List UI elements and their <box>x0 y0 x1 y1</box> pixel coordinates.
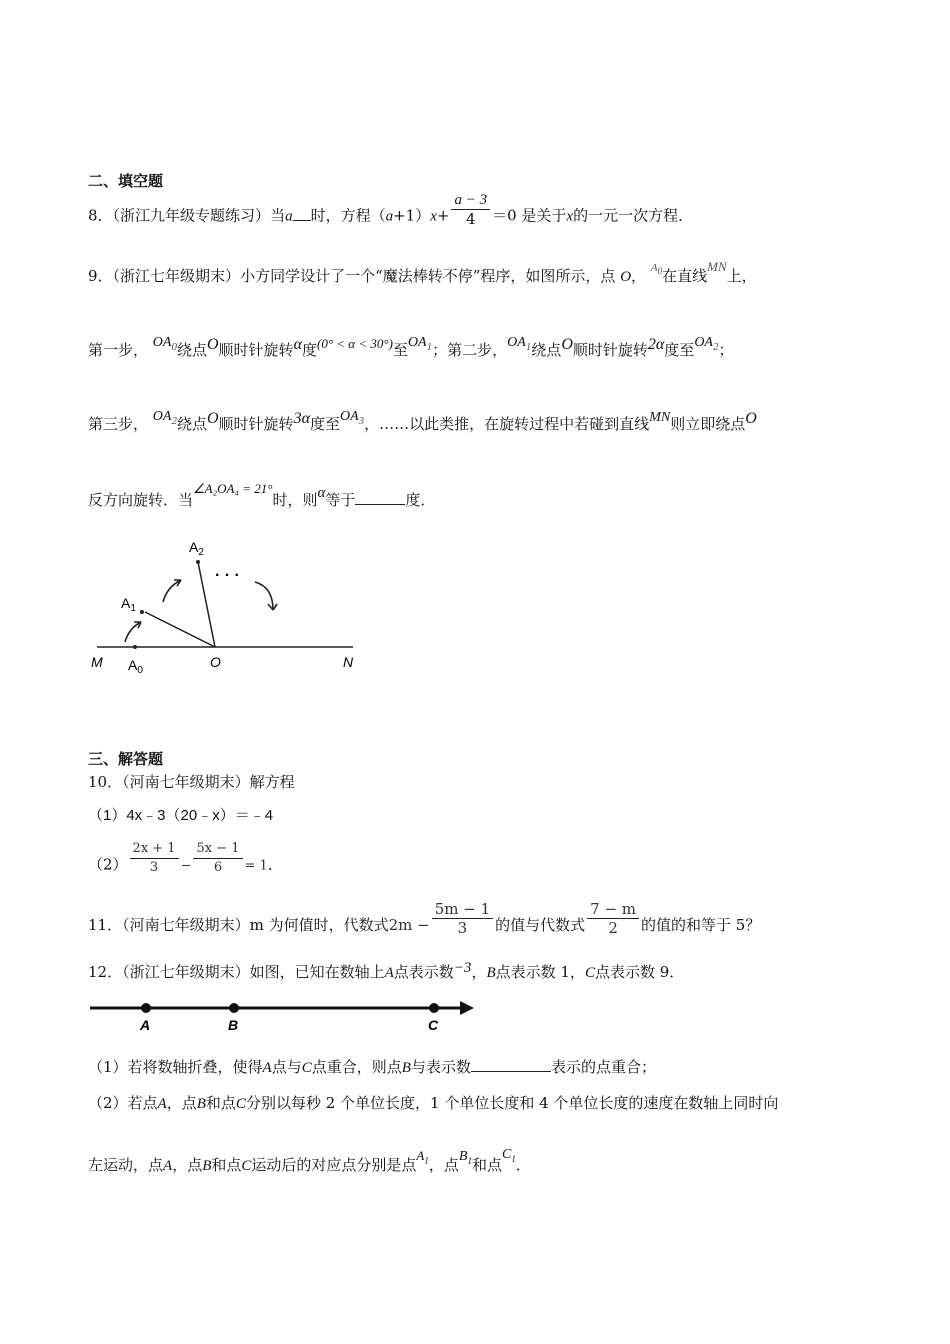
a-letter: A <box>128 657 138 673</box>
q12-source: （浙江七年级期末） <box>122 963 250 981</box>
q12-point-a: A <box>163 1158 173 1174</box>
oa-label: OA <box>694 335 713 350</box>
number-line <box>88 996 478 1036</box>
q9-text: 顺时针旋转 <box>218 341 294 359</box>
fig-label-n: N <box>343 654 354 670</box>
sub: 0 <box>137 665 143 676</box>
q9-line-4 <box>88 481 436 511</box>
q12-text: 和点 <box>471 1156 502 1174</box>
q11-text: 的值与代数式 <box>495 916 586 934</box>
a0-sub: 0 <box>657 266 663 277</box>
axis-point-c <box>429 1003 439 1013</box>
q11-text: 的值的和等于 5？ <box>641 916 761 934</box>
q12-point-c1 <box>502 1147 516 1162</box>
sub: 1 <box>130 603 136 614</box>
q9-text: 度 <box>301 341 317 359</box>
q12-text: 表示的点重合； <box>550 1058 656 1076</box>
oa-label: OA <box>407 335 427 350</box>
oa1 <box>507 335 532 353</box>
fraction-denominator: 4 <box>466 210 476 228</box>
oa-label: OA <box>152 409 172 424</box>
sub: 0 <box>171 340 177 353</box>
q11-number: 11． <box>88 916 123 934</box>
q12-part-2 <box>88 1093 778 1114</box>
oa-label: OA <box>339 409 359 424</box>
letter: A <box>416 1148 425 1163</box>
ray-oa1 <box>145 612 215 647</box>
three-alpha: 3α <box>293 410 310 427</box>
q12-text: 点表示数 <box>393 963 454 981</box>
q9-figure <box>85 532 365 682</box>
oa3 <box>339 409 365 427</box>
a-letter: A <box>189 539 199 555</box>
q10-source: （河南七年级期末） <box>122 773 250 791</box>
q12-text: 点与 <box>271 1058 302 1076</box>
oa2 <box>694 335 719 353</box>
alpha: α <box>293 336 302 353</box>
sub: 1 <box>525 340 532 353</box>
angle-condition: ∠A₂OA₄ = 21° <box>193 481 273 496</box>
q12-text: 与表示数 <box>410 1058 471 1076</box>
sub: 1 <box>426 340 433 353</box>
q9-answer-blank[interactable] <box>355 504 405 505</box>
point-o: O <box>561 336 573 353</box>
a0-letter: A <box>650 262 658 274</box>
q9-text: 则立即绕点 <box>670 415 746 433</box>
q9-text: 度至 <box>664 341 695 359</box>
fraction-denominator: 3 <box>149 860 159 875</box>
q9-text: 时，则 <box>272 491 318 509</box>
axis-label-c: C <box>428 1017 439 1033</box>
q9-text: 第一步， <box>88 341 149 359</box>
q8-text: ＝0 是关于 <box>492 206 567 225</box>
q8-plus: + <box>436 206 450 225</box>
fig-dots: · · · <box>215 567 240 584</box>
q12-text: （1）若将数轴折叠，使得 <box>88 1058 263 1076</box>
oa2 <box>152 409 177 427</box>
fig-label-a0 <box>128 657 143 676</box>
oa1 <box>407 335 433 353</box>
q12-text: 点重合，则点 <box>311 1058 402 1076</box>
q10-equals: = 1 <box>244 858 268 874</box>
q8-text: 时，方程（ <box>310 206 386 225</box>
q12-point-b: B <box>196 1096 206 1112</box>
ray-oa2 <box>198 562 215 647</box>
alpha: α <box>317 485 326 501</box>
q12-text: 点表示数 1， <box>495 963 585 981</box>
q9-text: ；第二步， <box>432 341 508 359</box>
q11-fraction-2 <box>587 900 639 937</box>
q12-number: 12． <box>88 963 123 981</box>
section-title-fill-in: 二、填空题 <box>88 172 164 190</box>
axis-label-a: A <box>140 1017 151 1033</box>
point-o: O <box>206 410 219 427</box>
q12-text: ． <box>515 1156 531 1174</box>
q9-text: 第三步， <box>88 415 149 433</box>
q12-point-a: A <box>384 965 394 981</box>
q10-part-1: （1）4x﹣3（20﹣x）＝﹣4 <box>88 807 274 824</box>
q10-title: 解方程 <box>249 773 295 791</box>
q10-end: ． <box>267 855 283 874</box>
sub: 2 <box>712 340 719 353</box>
q9-text: 顺时针旋转 <box>218 415 294 433</box>
q9-text: 在直线 <box>662 267 708 285</box>
q11-source: （河南七年级期末） <box>122 916 250 934</box>
q12-text: ，点 <box>428 1156 459 1174</box>
oa-label: OA <box>152 335 172 350</box>
fraction-denominator: 2 <box>608 918 618 937</box>
q11-expr: 2m − <box>388 916 430 934</box>
question-12 <box>88 962 684 983</box>
point-a0 <box>650 262 663 277</box>
q9-text: ； <box>718 341 734 359</box>
arrow-1-icon <box>125 622 141 642</box>
axis-arrow-icon <box>460 1001 474 1015</box>
a-letter: A <box>121 595 131 611</box>
section-title-solve: 三、解答题 <box>88 750 164 768</box>
q8-var: a <box>385 208 394 225</box>
q9-text: 小方同学设计了一个“魔法棒转不停”程序，如图所示，点 <box>240 267 616 285</box>
q10-fraction-1 <box>130 840 179 877</box>
q12-text: ，点 <box>166 1094 197 1112</box>
sub: 3 <box>358 414 365 427</box>
q8-text: 当 <box>270 206 286 225</box>
q8-fraction <box>451 191 490 228</box>
point-o: O <box>206 336 219 353</box>
axis-label-b: B <box>228 1017 239 1033</box>
point-a2-dot <box>196 560 200 564</box>
q12-point-b: B <box>202 1158 212 1174</box>
q10-fraction-2 <box>193 840 242 877</box>
q11-fraction-1 <box>432 900 493 937</box>
point-o: O <box>620 269 632 285</box>
q9-line-2 <box>88 335 734 366</box>
q9-text: 至 <box>392 341 408 359</box>
fraction-denominator: 6 <box>213 860 223 875</box>
q12-text: 和点 <box>205 1094 236 1112</box>
fraction-numerator: 5m − 1 <box>432 900 493 919</box>
fig-label-a2 <box>189 539 204 558</box>
q12-point-c: C <box>584 965 595 981</box>
q12-point-b: B <box>486 965 496 981</box>
q12-answer-blank[interactable] <box>471 1071 551 1072</box>
q9-ellipsis: ，…… <box>364 415 410 433</box>
q12-point-a: A <box>157 1096 167 1112</box>
q12-neg-three: −3 <box>453 960 472 976</box>
q12-point-b1 <box>459 1149 472 1164</box>
question-11 <box>88 899 761 937</box>
fraction-numerator: a − 3 <box>451 191 490 210</box>
q11-text: m 为何值时，代数式 <box>249 916 389 934</box>
q9-text: 等于 <box>325 491 356 509</box>
sub: 2 <box>198 547 204 558</box>
q8-var-a: a <box>285 208 293 225</box>
q12-text: 运动后的对应点分别是点 <box>251 1156 417 1174</box>
axis-point-b <box>229 1003 239 1013</box>
q12-point-c: C <box>241 1158 252 1174</box>
q8-text: +1） <box>393 206 431 225</box>
q8-number: 8． <box>88 206 113 225</box>
q12-point-c: C <box>301 1060 312 1076</box>
q12-text: 点表示数 9． <box>594 963 685 981</box>
q9-text: 反方向旋转．当 <box>88 491 194 509</box>
fraction-numerator: 5x − 1 <box>193 840 242 859</box>
sub: 2 <box>171 414 177 427</box>
fraction-numerator: 7 − m <box>587 900 639 919</box>
q12-point-b: B <box>401 1060 411 1076</box>
q9-text: 绕点 <box>176 341 207 359</box>
q9-comma: ， <box>631 267 647 285</box>
fig-label-m: M <box>91 654 103 670</box>
question-8 <box>88 192 694 228</box>
oa0 <box>152 335 177 353</box>
q9-text: 度． <box>405 491 436 509</box>
line-mn: MN <box>649 410 671 425</box>
letter: C <box>501 1147 512 1162</box>
q9-text: 上， <box>726 267 757 285</box>
q12-text: （2）若点 <box>88 1094 158 1112</box>
q9-text: 绕点 <box>176 415 207 433</box>
q8-source: （浙江九年级专题练习） <box>112 206 271 225</box>
q9-text: 度至 <box>309 415 340 433</box>
q9-source: （浙江七年级期末） <box>112 267 241 285</box>
q8-text: 的一元一次方程． <box>573 206 694 225</box>
two-alpha: 2α <box>647 336 665 353</box>
fraction-denominator: 3 <box>457 918 468 937</box>
alpha-range: (0° < α < 30°) <box>316 336 393 351</box>
axis-point-a <box>141 1003 151 1013</box>
q12-text: 和点 <box>211 1156 242 1174</box>
q8-var-x: x <box>566 208 574 225</box>
q10-part-2 <box>88 841 283 877</box>
q8-var-x: x <box>430 208 437 225</box>
q9-text: 以此类推，在旋转过程中若碰到直线 <box>409 415 650 433</box>
point-o: O <box>745 410 757 427</box>
fraction-numerator: 2x + 1 <box>130 840 179 859</box>
q12-text: 左运动，点 <box>88 1156 164 1174</box>
q10-minus: − <box>180 858 192 874</box>
q9-number: 9． <box>88 267 113 285</box>
q12-point-a: A <box>262 1060 272 1076</box>
sub: 1 <box>467 1155 472 1166</box>
point-a0-dot <box>133 645 137 649</box>
q12-text: ，点 <box>172 1156 203 1174</box>
question-10 <box>88 772 295 792</box>
q8-blank[interactable] <box>293 220 311 221</box>
line-mn: MN <box>707 259 727 274</box>
q12-part-1 <box>88 1057 656 1078</box>
fig-label-a1 <box>121 595 136 614</box>
q9-line-3 <box>88 409 757 440</box>
q12-text: ， <box>471 963 487 981</box>
q9-text: 绕点 <box>531 341 562 359</box>
q12-point-a1 <box>416 1148 429 1166</box>
q12-part-2-cont <box>88 1147 531 1181</box>
q12-text: 分别以每秒 2 个单位长度，1 个单位长度和 4 个单位长度的速度在数轴上同时向 <box>245 1094 779 1112</box>
letter: B <box>458 1149 468 1164</box>
q9-text: 顺时针旋转 <box>572 341 648 359</box>
sub: 1 <box>424 1155 429 1166</box>
oa-label: OA <box>507 335 526 350</box>
fig-label-o: O <box>210 654 221 670</box>
q12-text: 如图，已知在数轴上 <box>249 963 385 981</box>
q10-number: 10． <box>88 773 123 791</box>
question-9 <box>88 259 757 291</box>
point-a1-dot <box>140 610 144 614</box>
q12-point-c: C <box>235 1096 246 1112</box>
sub: 1 <box>511 1153 516 1164</box>
q10-part-label: （2） <box>88 855 128 874</box>
